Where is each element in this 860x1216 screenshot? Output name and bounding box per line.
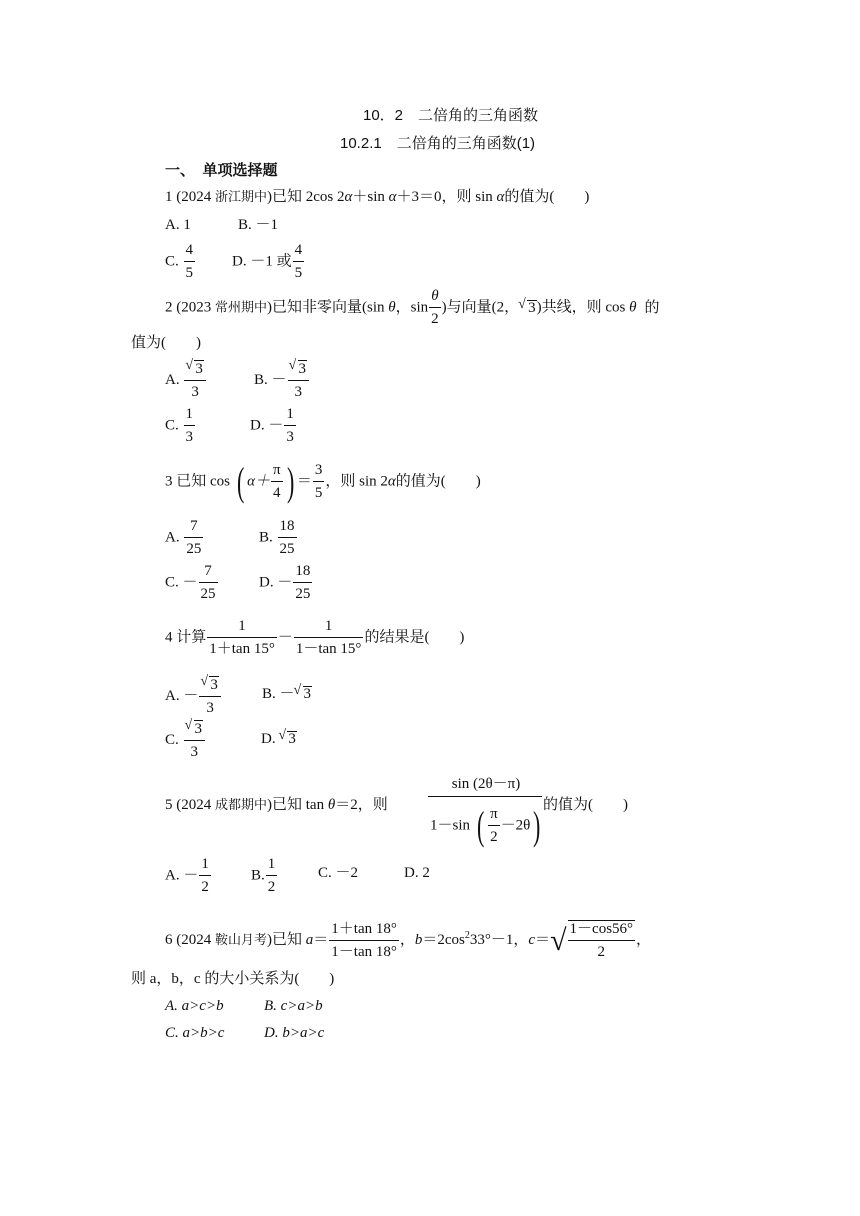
q3-alpha-2: α: [387, 473, 396, 490]
q4-f2-den: 1－tan 15°: [295, 641, 362, 658]
q2-a-label: A.: [165, 372, 180, 389]
q3-four: 4: [272, 485, 281, 502]
q3-text-c: 的值为( ): [395, 473, 481, 490]
q2-d-fraction: [284, 406, 296, 447]
q2-number: 2 (2023: [165, 299, 215, 316]
q3-d-fraction: [293, 563, 312, 604]
q3-a-den: 25: [186, 541, 202, 558]
question-6-stem: [165, 920, 651, 962]
q2-option-c: [165, 406, 196, 447]
q4-f1-num: 1: [207, 618, 277, 638]
q3-a-num: 7: [184, 518, 203, 538]
q4-a-label: A. －: [165, 688, 199, 705]
q1-c-num: 4: [184, 242, 196, 262]
q2-half-num: θ: [429, 288, 441, 308]
q1-option-b: B. －1: [238, 217, 279, 233]
q3-text-a: 3 已知 cos: [165, 473, 230, 490]
q2-text-b: )已知非零向量(sin: [267, 299, 389, 316]
q6-option-c: C. a>b>c: [165, 1025, 225, 1041]
q4-c-num: [184, 720, 206, 741]
q2-c-fraction: [184, 406, 196, 447]
q5-number: 5 (2024: [165, 797, 215, 813]
q1-source: 浙江期中: [215, 189, 268, 204]
q5-right-paren: ): [533, 803, 541, 849]
q3-b-fraction: [278, 518, 297, 559]
q4-fraction-2: [294, 618, 364, 659]
q6-b-sup: 2: [464, 930, 470, 942]
q5-b-num: 1: [266, 856, 278, 876]
q1-text-c: ＋3＝0，则 sin: [396, 189, 497, 205]
q1-text-b: ＋sin: [352, 189, 389, 205]
q3-right-paren: ): [286, 459, 294, 505]
q5-a-den: 2: [201, 879, 209, 896]
q6-var-c: c: [528, 932, 536, 949]
q4-option-b: [262, 686, 312, 702]
q2-b-num: [288, 360, 310, 381]
q4-option-c: [165, 720, 206, 762]
q3-c-fraction: [199, 563, 218, 604]
q3-alpha-plus: α＋: [247, 473, 270, 490]
q1-c-label: C.: [165, 253, 179, 270]
q3-b-label: B.: [259, 529, 273, 546]
q2-a-fraction: [184, 360, 206, 402]
q5-option-d: D. 2: [404, 865, 430, 881]
q2-c-num: 1: [184, 406, 196, 426]
q2-stem-line-2: 值为( ): [131, 335, 201, 351]
q4-c-den: 3: [190, 744, 199, 761]
q5-theta: θ: [327, 797, 336, 813]
q6-var-a: a: [305, 932, 314, 949]
q6-root-sign: √: [550, 923, 567, 957]
q3-option-d: [259, 563, 313, 604]
q3-equals: ＝: [296, 473, 312, 490]
q3-pi-over-4: [271, 462, 283, 503]
q2-b-fraction: [288, 360, 310, 402]
q4-text-a: 4 计算: [165, 629, 207, 646]
q4-b-label: B. －: [262, 686, 295, 702]
q2-b-label: B. －: [254, 372, 287, 389]
q3-pi: π: [271, 462, 283, 482]
q6-eq-a: ＝: [313, 932, 329, 949]
q1-text-a: )已知 2cos 2: [267, 189, 345, 205]
q2-a-sqrt: √ 3: [194, 360, 204, 378]
question-2-stem: [165, 288, 660, 329]
q4-c-sqrt: √ 3: [194, 720, 204, 738]
q1-alpha-1: α: [344, 189, 353, 205]
q3-a-label: A.: [165, 529, 180, 546]
q5-text-c: ＝2，则: [335, 797, 388, 813]
q5-b-den: 2: [267, 879, 276, 896]
q3-b-num: 18: [278, 518, 297, 538]
q4-a-num: [199, 676, 221, 697]
q2-half-den: 2: [431, 311, 439, 328]
q2-b-sqrt: √ 3: [298, 360, 308, 378]
q3-text-b: ，则 sin 2: [325, 473, 388, 490]
q1-option-a: A. 1: [165, 217, 191, 233]
q6-c-fraction: [568, 920, 636, 962]
q1-alpha-2: α: [388, 189, 397, 205]
page-title: 10．2 二倍角的三角函数: [363, 107, 539, 124]
q3-b-den: 25: [279, 541, 295, 558]
q4-b-sqrt: √ 3: [303, 686, 313, 702]
q2-option-d: [250, 406, 297, 447]
q2-source: 常州期中: [215, 299, 268, 315]
q1-option-d: [232, 242, 305, 283]
q6-var-b: b: [414, 932, 423, 949]
q3-c-label: C. －: [165, 574, 198, 591]
q5-pi: π: [488, 806, 500, 826]
q6-eq-c: ＝: [535, 932, 551, 949]
q3-option-b: [259, 518, 298, 559]
q1-number: 1 (2024: [165, 189, 215, 205]
q2-text-e: )共线，则 cos: [536, 299, 630, 316]
q2-option-b: [254, 360, 310, 402]
q1-alpha-3: α: [496, 189, 505, 205]
q5-text-b: )已知 tan: [267, 797, 328, 813]
q4-f1-den: 1＋tan 15°: [209, 641, 275, 658]
q2-d-num: 1: [284, 406, 296, 426]
q5-b-label: B.: [251, 867, 265, 884]
q5-a-label: A. －: [165, 867, 199, 884]
q2-c-label: C.: [165, 417, 179, 434]
q4-a-sqrt: √ 3: [209, 676, 219, 694]
q4-d-sqrt: √ 3: [287, 731, 297, 747]
q5-denominator: [430, 803, 544, 849]
question-4-stem: [165, 618, 464, 659]
q5-left-paren: (: [476, 803, 485, 849]
q6-number: 6 (2024: [165, 932, 215, 949]
question-5-stem-text: [165, 798, 388, 813]
q2-theta-1: θ: [388, 299, 396, 316]
q3-d-den: 25: [295, 586, 311, 603]
q4-fraction-1: [207, 618, 277, 659]
q1-d-label: D. －1 或: [232, 253, 292, 270]
question-1-stem: [165, 190, 589, 205]
q2-sqrt3: √ 3: [527, 300, 537, 316]
q2-half-theta: [429, 288, 441, 329]
q6-source: 鞍山月考: [215, 932, 268, 948]
q5-b-fraction: [266, 856, 278, 897]
q4-f2-num: 1: [294, 618, 364, 638]
q2-theta-2: θ: [629, 299, 637, 316]
q2-b-den: 3: [294, 384, 303, 401]
q6-a-fraction: [329, 921, 399, 962]
q3-rhs-fraction: [313, 462, 325, 503]
q3-option-a: [165, 518, 204, 559]
q3-a-fraction: [184, 518, 203, 559]
q6-option-b: B. c>a>b: [264, 998, 323, 1014]
q2-text-c: ，sin: [395, 299, 429, 316]
q5-minus-2theta: －2θ: [500, 817, 531, 834]
q3-d-label: D. －: [259, 574, 293, 591]
q1-text-d: 的值为( ): [504, 189, 590, 205]
q2-option-a: [165, 360, 207, 402]
q5-a-fraction: [199, 856, 211, 897]
q1-d-fraction: [293, 242, 305, 283]
q5-fraction-bar: [428, 796, 542, 797]
q2-c-den: 3: [185, 429, 194, 446]
q1-d-den: 5: [294, 265, 303, 282]
q3-rhs-den: 5: [314, 485, 323, 502]
q1-d-num: 4: [293, 242, 305, 262]
q4-c-label: C.: [165, 732, 179, 749]
q5-option-c: C. －2: [318, 865, 359, 881]
q4-option-a: [165, 676, 222, 718]
q6-c-num: 1－cos56°: [568, 921, 636, 941]
q4-a-den: 3: [206, 700, 214, 717]
q6-b-expr: ＝2cos: [422, 932, 465, 949]
q6-option-a: A. a>c>b: [165, 998, 224, 1014]
q3-option-c: [165, 563, 219, 604]
q6-c-den: 2: [597, 944, 606, 961]
q5-den-text: 1－sin: [430, 817, 471, 834]
q4-text-b: 的结果是( ): [364, 629, 465, 646]
q6-b-expr2: 33°－1，: [469, 932, 529, 949]
q6-option-d: D. b>a>c: [264, 1025, 325, 1041]
q4-a-fraction: [199, 676, 221, 718]
q2-d-label: D. －: [250, 417, 284, 434]
q6-a-den: 1－tan 18°: [331, 943, 397, 960]
q5-stem-end: 的值为( ): [543, 797, 628, 813]
section-heading: 一、 单项选择题: [165, 162, 278, 179]
q4-c-fraction: [184, 720, 206, 762]
q1-option-c: [165, 242, 196, 283]
q6-text-b: )已知: [267, 932, 306, 949]
q5-option-b: [251, 856, 278, 897]
q2-text-d: )与向量(2，: [441, 299, 520, 316]
q6-a-num: 1＋tan 18°: [329, 921, 399, 941]
q1-c-den: 5: [185, 265, 194, 282]
q6-comma-1: ，: [399, 932, 415, 949]
question-3-stem: [165, 459, 481, 505]
q6-stem-line-2: 则 a，b，c 的大小关系为( ): [131, 971, 335, 987]
page-subtitle: 10.2.1 二倍角的三角函数(1): [340, 135, 536, 152]
q5-a-num: 1: [199, 856, 211, 876]
q1-c-fraction: [184, 242, 196, 283]
q5-source: 成都期中: [215, 797, 268, 812]
q2-a-num: [184, 360, 206, 381]
q2-text-f: 的: [644, 299, 660, 316]
q4-option-d: [261, 731, 297, 747]
q3-c-den: 25: [200, 586, 216, 603]
q4-d-label: D.: [261, 731, 276, 747]
q5-option-a: [165, 856, 212, 897]
q3-left-paren: (: [236, 459, 245, 505]
q2-a-den: 3: [191, 384, 199, 401]
q2-d-den: 3: [286, 429, 294, 446]
q3-c-num: 7: [199, 563, 218, 583]
q5-numerator: sin (2θ－π): [451, 776, 521, 792]
q5-two: 2: [490, 829, 498, 846]
q4-minus: －: [277, 629, 293, 646]
q3-rhs-num: 3: [313, 462, 325, 482]
q5-pi-over-2: [488, 806, 500, 847]
q3-d-num: 18: [293, 563, 312, 583]
q6-comma-2: ，: [636, 932, 652, 949]
